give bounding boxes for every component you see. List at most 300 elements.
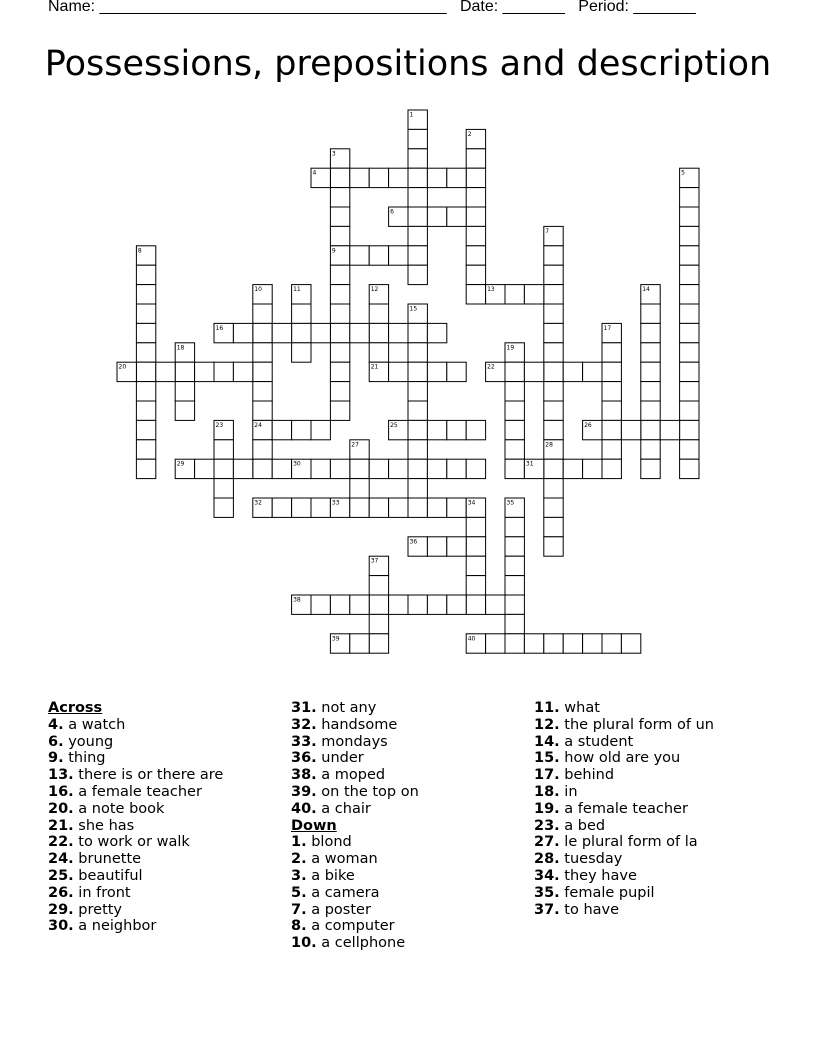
crossword-cell[interactable] [408, 401, 427, 420]
crossword-cell[interactable] [389, 498, 408, 517]
crossword-cell[interactable] [641, 440, 660, 459]
clue-text: pretty [73, 901, 123, 918]
across-clue [48, 918, 223, 935]
clue-text: she has [73, 817, 135, 834]
crossword-cell[interactable] [602, 343, 621, 362]
crossword-cell[interactable] [680, 382, 699, 401]
cell-number: 29 [176, 460, 185, 468]
clue-number: 15. [534, 750, 560, 767]
crossword-cell[interactable] [544, 323, 563, 342]
clue-text: a student [559, 733, 634, 750]
across-clue [291, 784, 419, 801]
crossword-cell[interactable] [466, 517, 485, 536]
crossword-cell[interactable] [544, 304, 563, 323]
crossword-cell[interactable] [408, 382, 427, 401]
crossword-cell[interactable] [427, 207, 446, 226]
crossword-cell[interactable] [330, 265, 349, 284]
crossword-cell[interactable] [369, 614, 388, 633]
crossword-cell[interactable] [292, 323, 311, 342]
down-clue [291, 868, 419, 885]
cell-number: 35 [506, 499, 515, 507]
crossword-cell[interactable] [350, 459, 369, 478]
crossword-cell[interactable] [136, 401, 155, 420]
crossword-cell[interactable] [680, 362, 699, 381]
cell-number: 23 [215, 421, 224, 429]
crossword-cell[interactable] [680, 440, 699, 459]
crossword-cell[interactable] [680, 285, 699, 304]
crossword-cell[interactable] [136, 382, 155, 401]
clue-text: on the top on [316, 783, 419, 800]
crossword-cell[interactable] [136, 420, 155, 439]
cell-number: 16 [215, 324, 224, 332]
crossword-cell[interactable] [214, 498, 233, 517]
crossword-cell[interactable] [641, 343, 660, 362]
crossword-cell[interactable] [214, 479, 233, 498]
crossword-cell[interactable] [272, 459, 291, 478]
across-clue [48, 818, 223, 835]
crossword-cell[interactable] [466, 207, 485, 226]
crossword-cell[interactable] [253, 401, 272, 420]
crossword-cell[interactable] [680, 401, 699, 420]
down-clue [291, 885, 419, 902]
crossword-cell[interactable] [447, 420, 466, 439]
clue-number: 39. [291, 783, 317, 800]
crossword-cell[interactable] [408, 129, 427, 148]
clue-text: in front [73, 884, 131, 901]
clue-number: 24. [48, 851, 74, 868]
crossword-cell[interactable] [544, 420, 563, 439]
down-clue [534, 834, 714, 851]
cell-number: 31 [525, 460, 534, 468]
crossword-cell[interactable] [660, 420, 679, 439]
cell-number: 33 [331, 499, 340, 507]
crossword-cell[interactable] [408, 207, 427, 226]
clue-number: 26. [48, 884, 74, 901]
clue-text: mondays [316, 733, 388, 750]
crossword-cell[interactable] [330, 207, 349, 226]
crossword-cell[interactable] [369, 304, 388, 323]
crossword-cell[interactable] [447, 498, 466, 517]
crossword-cell[interactable] [408, 362, 427, 381]
clue-text: how old are you [559, 750, 681, 767]
crossword-cell[interactable] [505, 614, 524, 633]
crossword-cell[interactable] [602, 382, 621, 401]
down-clue [534, 902, 714, 919]
cell-number: 15 [409, 305, 418, 313]
crossword-cell[interactable] [602, 420, 621, 439]
clue-text: a female teacher [73, 783, 202, 800]
crossword-cell[interactable] [427, 459, 446, 478]
crossword-cell[interactable] [680, 323, 699, 342]
crossword-cell[interactable] [330, 323, 349, 342]
crossword-cell[interactable] [583, 459, 602, 478]
crossword-cell[interactable] [272, 323, 291, 342]
clue-number: 30. [48, 918, 74, 935]
crossword-cell[interactable] [369, 459, 388, 478]
crossword-cell[interactable] [466, 459, 485, 478]
crossword-cell[interactable] [544, 246, 563, 265]
crossword-cell[interactable] [544, 343, 563, 362]
down-clue [534, 750, 714, 767]
crossword-cell[interactable] [427, 362, 446, 381]
crossword-cell[interactable] [466, 576, 485, 595]
clue-text: young [63, 733, 114, 750]
crossword-cell[interactable] [602, 362, 621, 381]
crossword-cell[interactable] [136, 265, 155, 284]
crossword-cell[interactable] [136, 304, 155, 323]
crossword-cell[interactable] [408, 459, 427, 478]
crossword-cell[interactable] [330, 285, 349, 304]
crossword-cell[interactable] [466, 556, 485, 575]
crossword-cell[interactable] [680, 459, 699, 478]
clue-number: 17. [534, 767, 560, 784]
crossword-cell[interactable] [524, 362, 543, 381]
crossword-cell[interactable] [505, 459, 524, 478]
cell-number: 21 [370, 363, 379, 371]
crossword-cell[interactable] [466, 168, 485, 187]
crossword-cell[interactable] [156, 362, 175, 381]
crossword-cell[interactable] [350, 634, 369, 653]
crossword-cell[interactable] [311, 498, 330, 517]
crossword-cell[interactable] [466, 420, 485, 439]
crossword-cell[interactable] [311, 323, 330, 342]
across-heading: Across [48, 700, 103, 716]
page-title: Possessions, prepositions and description [44, 44, 772, 84]
period-field[interactable]: Period: _______ [578, 0, 696, 15]
crossword-cell[interactable] [408, 595, 427, 614]
crossword-cell[interactable] [350, 595, 369, 614]
cell-number: 26 [584, 421, 592, 429]
cell-number: 30 [293, 460, 301, 468]
across-clue [291, 767, 419, 784]
cell-number: 36 [409, 538, 418, 546]
clue-number: 16. [48, 783, 74, 800]
clue-text: brunette [73, 851, 142, 868]
crossword-cell[interactable] [369, 246, 388, 265]
crossword-cell[interactable] [602, 634, 621, 653]
clue-text: behind [559, 767, 615, 784]
clue-number: 7. [291, 901, 307, 918]
crossword-cell[interactable] [680, 304, 699, 323]
crossword-cell[interactable] [175, 362, 194, 381]
clue-text: under [316, 750, 364, 767]
crossword-cell[interactable] [389, 362, 408, 381]
crossword-cell[interactable] [330, 226, 349, 245]
crossword-cell[interactable] [447, 459, 466, 478]
crossword-cell[interactable] [447, 595, 466, 614]
crossword-cell[interactable] [427, 323, 446, 342]
crossword-cell[interactable] [389, 246, 408, 265]
crossword-cell[interactable] [544, 401, 563, 420]
crossword-cell[interactable] [233, 459, 252, 478]
clue-number: 40. [291, 800, 317, 817]
crossword-cell[interactable] [544, 517, 563, 536]
crossword-cell[interactable] [136, 362, 155, 381]
crossword-cell[interactable] [466, 226, 485, 245]
crossword-cell[interactable] [408, 343, 427, 362]
clue-number: 27. [534, 834, 560, 851]
crossword-cell[interactable] [253, 382, 272, 401]
crossword-cell[interactable] [505, 362, 524, 381]
crossword-cell[interactable] [214, 459, 233, 478]
crossword-cell[interactable] [253, 304, 272, 323]
crossword-cell[interactable] [447, 207, 466, 226]
across-clue [48, 784, 223, 801]
crossword-cell[interactable] [544, 265, 563, 284]
crossword-cell[interactable] [621, 634, 640, 653]
cell-number: 8 [137, 247, 142, 255]
clue-number: 6. [48, 733, 64, 750]
crossword-cell[interactable] [563, 634, 582, 653]
crossword-cell[interactable] [292, 343, 311, 362]
crossword-cell[interactable] [136, 285, 155, 304]
crossword-cell[interactable] [544, 382, 563, 401]
cell-number: 25 [390, 421, 398, 429]
cell-number: 37 [370, 557, 379, 565]
crossword-cell[interactable] [466, 149, 485, 168]
clue-number: 11. [534, 700, 560, 716]
crossword-cell[interactable] [330, 304, 349, 323]
crossword-cell[interactable] [680, 420, 699, 439]
crossword-cell[interactable] [447, 362, 466, 381]
clue-text: handsome [316, 716, 398, 733]
crossword-cell[interactable] [253, 440, 272, 459]
crossword-cell[interactable] [369, 498, 388, 517]
clue-text: not any [316, 700, 377, 716]
clue-number: 31. [291, 700, 317, 716]
crossword-cell[interactable] [408, 498, 427, 517]
crossword-cell[interactable] [292, 498, 311, 517]
clue-number: 32. [291, 716, 317, 733]
crossword-cell[interactable] [680, 226, 699, 245]
crossword-cell[interactable] [350, 246, 369, 265]
crossword-cell[interactable] [253, 323, 272, 342]
crossword-cell[interactable] [505, 440, 524, 459]
clue-text: a woman [306, 851, 378, 868]
crossword-cell[interactable] [544, 479, 563, 498]
crossword-cell[interactable] [427, 420, 446, 439]
crossword-cell[interactable] [233, 362, 252, 381]
across-clue-list-continued [291, 700, 419, 818]
cell-number: 10 [254, 286, 262, 294]
down-clue-list [291, 834, 419, 952]
crossword-cell[interactable] [680, 265, 699, 284]
crossword-cell[interactable] [641, 323, 660, 342]
crossword-cell[interactable] [641, 420, 660, 439]
crossword-cell[interactable] [505, 420, 524, 439]
crossword-cell[interactable] [505, 595, 524, 614]
crossword-cell[interactable] [466, 537, 485, 556]
across-clue [48, 834, 223, 851]
down-clue [534, 767, 714, 784]
down-clue [534, 851, 714, 868]
crossword-cell[interactable] [544, 285, 563, 304]
crossword-cell[interactable] [602, 459, 621, 478]
crossword-cell[interactable] [621, 420, 640, 439]
cell-number: 6 [390, 208, 394, 216]
crossword-cell[interactable] [524, 634, 543, 653]
crossword-cell[interactable] [524, 285, 543, 304]
crossword-cell[interactable] [389, 323, 408, 342]
crossword-cell[interactable] [563, 362, 582, 381]
clue-number: 21. [48, 817, 74, 834]
cell-number: 18 [176, 344, 185, 352]
crossword-cell[interactable] [466, 265, 485, 284]
clue-number: 18. [534, 783, 560, 800]
crossword-cell[interactable] [641, 362, 660, 381]
crossword-cell[interactable] [350, 479, 369, 498]
clue-number: 14. [534, 733, 560, 750]
crossword-cell[interactable] [195, 459, 214, 478]
crossword-cell[interactable] [408, 188, 427, 207]
crossword-cell[interactable] [563, 459, 582, 478]
crossword-cell[interactable] [544, 498, 563, 517]
crossword-cell[interactable] [427, 498, 446, 517]
crossword-cell[interactable] [544, 362, 563, 381]
crossword-cell[interactable] [505, 576, 524, 595]
clue-number: 25. [48, 867, 74, 884]
crossword-cell[interactable] [389, 168, 408, 187]
crossword-cell[interactable] [253, 362, 272, 381]
crossword-cell[interactable] [583, 634, 602, 653]
crossword-cell[interactable] [175, 401, 194, 420]
crossword-cell[interactable] [544, 634, 563, 653]
crossword-cell[interactable] [195, 362, 214, 381]
across-clue [48, 868, 223, 885]
clue-number: 5. [291, 884, 307, 901]
crossword-cell[interactable] [427, 168, 446, 187]
crossword-cell[interactable] [214, 362, 233, 381]
crossword-cell[interactable] [427, 537, 446, 556]
cell-number: 3 [331, 150, 336, 158]
crossword-cell[interactable] [408, 149, 427, 168]
crossword-cell[interactable] [330, 382, 349, 401]
crossword-cell[interactable] [408, 265, 427, 284]
crossword-cell[interactable] [369, 343, 388, 362]
crossword-cell[interactable] [408, 168, 427, 187]
crossword-cell[interactable] [447, 168, 466, 187]
crossword-cell[interactable] [350, 168, 369, 187]
across-clue [291, 734, 419, 751]
crossword-cell[interactable] [292, 304, 311, 323]
crossword-cell[interactable] [175, 382, 194, 401]
crossword-cell[interactable] [505, 517, 524, 536]
crossword-cell[interactable] [505, 537, 524, 556]
crossword-cell[interactable] [505, 401, 524, 420]
crossword-cell[interactable] [408, 323, 427, 342]
cell-number: 19 [506, 344, 515, 352]
crossword-cell[interactable] [544, 459, 563, 478]
crossword-cell[interactable] [505, 556, 524, 575]
crossword-cell[interactable] [680, 207, 699, 226]
crossword-cell[interactable] [680, 246, 699, 265]
crossword-cell[interactable] [136, 343, 155, 362]
crossword-cell[interactable] [583, 362, 602, 381]
down-clue-list-continued [534, 700, 714, 918]
crossword-cell[interactable] [272, 498, 291, 517]
across-clue [48, 851, 223, 868]
crossword-cell[interactable] [680, 343, 699, 362]
across-clue [48, 885, 223, 902]
crossword-cell[interactable] [389, 595, 408, 614]
crossword-cell[interactable] [641, 382, 660, 401]
crossword-cell[interactable] [272, 420, 291, 439]
cell-number: 2 [467, 130, 472, 138]
crossword-cell[interactable] [330, 459, 349, 478]
crossword-cell[interactable] [505, 285, 524, 304]
clue-text: in [559, 783, 578, 800]
crossword-cell[interactable] [330, 188, 349, 207]
crossword-cell[interactable] [311, 459, 330, 478]
crossword-cell[interactable] [369, 323, 388, 342]
crossword-cell[interactable] [369, 168, 388, 187]
crossword-cell[interactable] [486, 634, 505, 653]
crossword-cell[interactable] [505, 382, 524, 401]
crossword-cell[interactable] [466, 285, 485, 304]
crossword-cell[interactable] [311, 420, 330, 439]
crossword-cell[interactable] [253, 343, 272, 362]
crossword-cell[interactable] [292, 420, 311, 439]
crossword-cell[interactable] [466, 595, 485, 614]
crossword-cell[interactable] [466, 188, 485, 207]
crossword-cell[interactable] [544, 537, 563, 556]
crossword-cell[interactable] [311, 595, 330, 614]
down-clue [534, 818, 714, 835]
crossword-cell[interactable] [369, 634, 388, 653]
crossword-cell[interactable] [350, 498, 369, 517]
crossword-cell[interactable] [408, 246, 427, 265]
clue-text: what [559, 700, 600, 716]
crossword-cell[interactable] [330, 401, 349, 420]
crossword-cell[interactable] [350, 323, 369, 342]
crossword-cell[interactable] [641, 459, 660, 478]
crossword-cell[interactable] [330, 168, 349, 187]
crossword-cell[interactable] [330, 343, 349, 362]
crossword-cell[interactable] [408, 479, 427, 498]
crossword-cell[interactable] [602, 401, 621, 420]
crossword-cell[interactable] [447, 537, 466, 556]
crossword-cell[interactable] [253, 459, 272, 478]
crossword-cell[interactable] [389, 459, 408, 478]
date-field[interactable]: Date: _______ [459, 0, 565, 15]
crossword-cell[interactable] [466, 246, 485, 265]
crossword-cell[interactable] [330, 595, 349, 614]
crossword-cell[interactable] [369, 595, 388, 614]
crossword-cell[interactable] [641, 401, 660, 420]
clue-text: a watch [63, 716, 126, 733]
crossword-cell[interactable] [369, 576, 388, 595]
down-clue [534, 700, 714, 717]
crossword-cell[interactable] [641, 304, 660, 323]
crossword-cell[interactable] [136, 459, 155, 478]
crossword-cell[interactable] [408, 420, 427, 439]
crossword-cell[interactable] [233, 323, 252, 342]
crossword-cell[interactable] [408, 226, 427, 245]
crossword-cell[interactable] [427, 595, 446, 614]
crossword-cell[interactable] [602, 440, 621, 459]
crossword-cell[interactable] [136, 323, 155, 342]
crossword-cell[interactable] [505, 634, 524, 653]
crossword-cell[interactable] [136, 440, 155, 459]
crossword-cell[interactable] [330, 362, 349, 381]
crossword-cell[interactable] [214, 440, 233, 459]
crossword-cell[interactable] [408, 440, 427, 459]
name-field[interactable]: Name: _______________________________________ [48, 0, 447, 15]
crossword-cell[interactable] [486, 595, 505, 614]
clue-text: the plural form of un [559, 716, 714, 733]
clue-number: 2. [291, 851, 307, 868]
crossword-cell[interactable] [680, 188, 699, 207]
